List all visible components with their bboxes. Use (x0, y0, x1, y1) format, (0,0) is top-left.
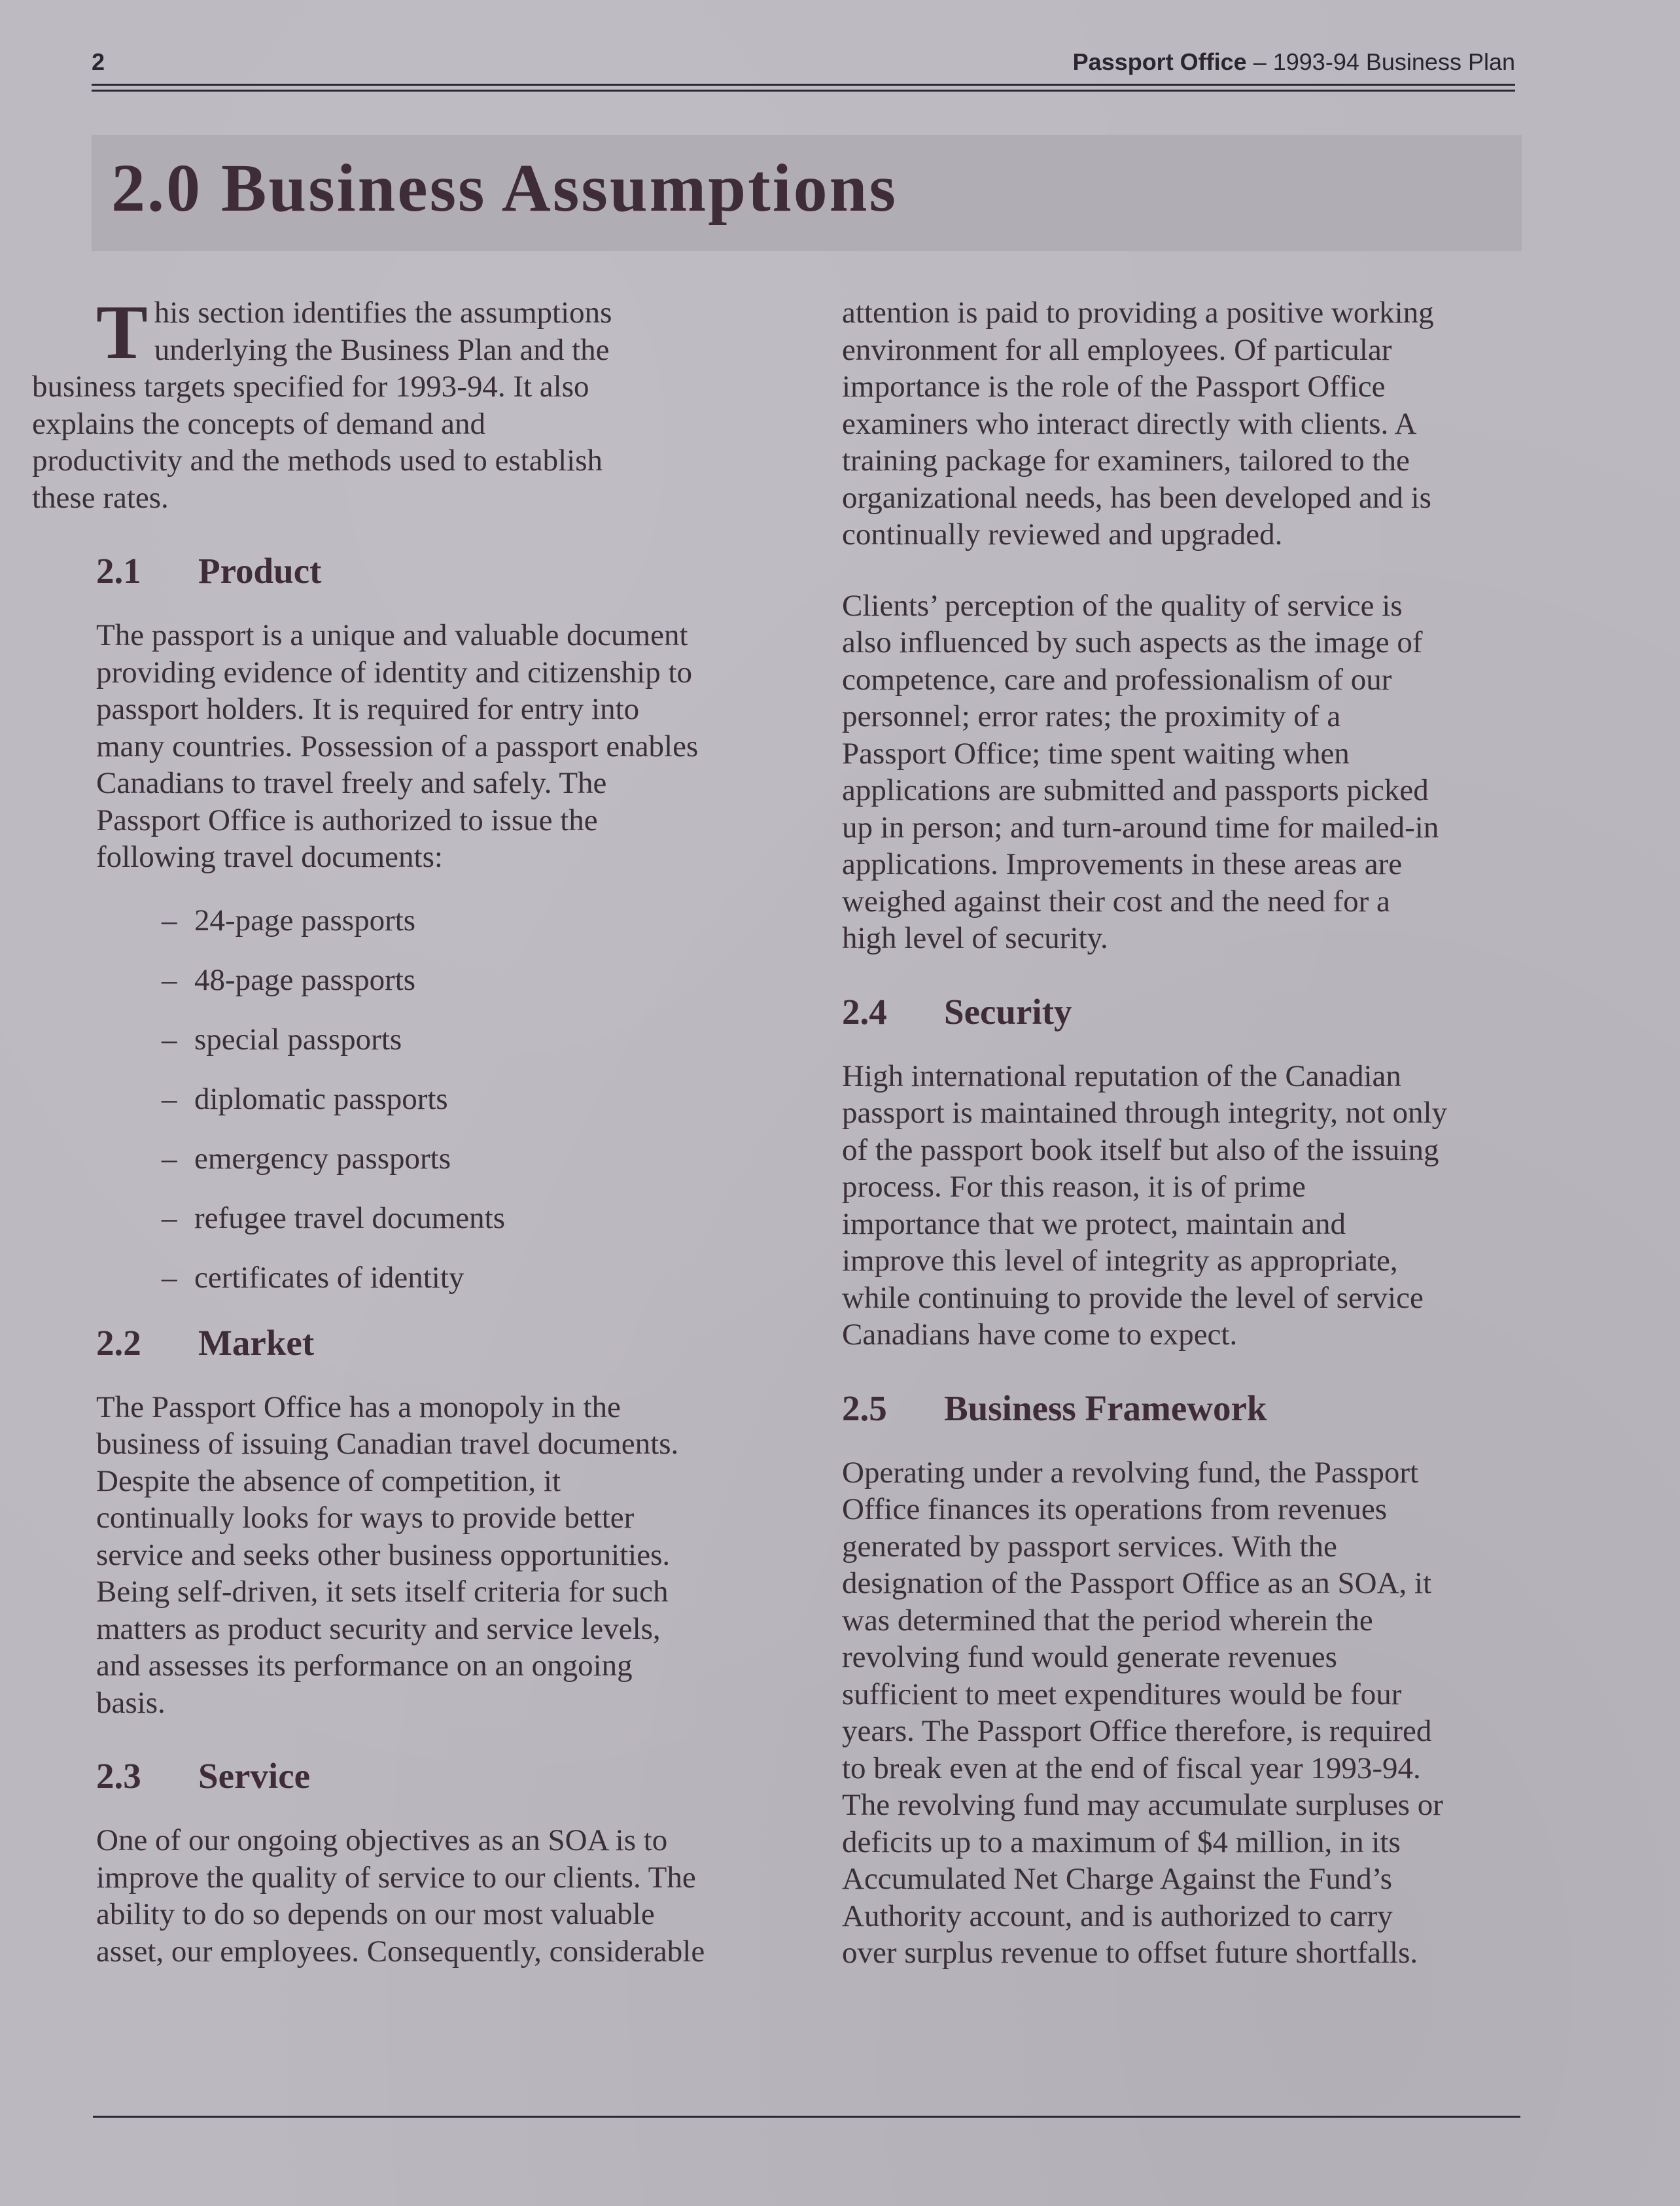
text-line: continually reviewed and upgraded. (842, 517, 1283, 552)
list-item: – diplomatic passports (162, 1081, 783, 1117)
text-line: and assesses its performance on an ongoing (96, 1649, 633, 1683)
text-line: continually looks for ways to provide better (96, 1501, 635, 1535)
section-number: 2.2 (96, 1322, 141, 1363)
text-line: Canadians have come to expect. (842, 1318, 1238, 1352)
text-line: One of our ongoing objectives as an SOA is to (96, 1823, 668, 1857)
intro-line: productivity and the methods used to establish (32, 444, 603, 478)
text-line: organizational needs, has been developed and is (842, 480, 1431, 515)
intro-line: business targets specified for 1993-94. It also (32, 370, 589, 404)
section-title: Product (198, 551, 322, 591)
market-paragraph (96, 1389, 783, 1722)
section-heading-framework (842, 1388, 1529, 1429)
list-item: – 48-page passports (162, 962, 783, 998)
text-line: applications are submitted and passports picked (842, 773, 1429, 807)
section-number: 2.5 (842, 1388, 887, 1428)
section-number: 2.3 (96, 1756, 141, 1796)
text-line: sufficient to meet expenditures would be four (842, 1677, 1402, 1711)
intro-line: his section identifies the assumptions (154, 296, 612, 330)
text-line: Passport Office is authorized to issue the (96, 803, 598, 837)
intro-line: underlying the Business Plan and the (154, 332, 610, 367)
footer-rule (93, 2116, 1520, 2118)
travel-documents-list (96, 902, 783, 1296)
running-header (92, 43, 1515, 82)
section-heading-service (96, 1755, 783, 1797)
service-paragraph (96, 1822, 783, 1970)
text-line: also influenced by such aspects as the image of (842, 625, 1423, 659)
section-number: 2.4 (842, 991, 887, 1032)
text-line: The Passport Office has a monopoly in the (96, 1390, 621, 1424)
text-line: Being self-driven, it sets itself criteria for such (96, 1575, 669, 1609)
text-line: environment for all employees. Of particular (842, 332, 1392, 367)
text-line: improve this level of integrity as appropriate, (842, 1244, 1398, 1278)
text-line: Accumulated Net Charge Against the Fund’s (842, 1862, 1393, 1896)
text-line: of the passport book itself but also of the issuing (842, 1132, 1439, 1167)
intro-line: explains the concepts of demand and (32, 406, 486, 441)
text-line: Clients’ perception of the quality of service is (842, 588, 1403, 623)
text-line: asset, our employees. Consequently, considerable (96, 1934, 705, 1969)
section-heading-product (96, 550, 783, 592)
left-column (32, 289, 783, 1970)
text-line: importance that we protect, maintain and (842, 1206, 1346, 1241)
text-line: ability to do so depends on our most valuable (96, 1897, 655, 1931)
text-line: improve the quality of service to our clients. The (96, 1860, 696, 1895)
text-line: examiners who interact directly with clients. A (842, 406, 1417, 441)
service-quality-paragraph (842, 587, 1529, 957)
title-band (92, 135, 1522, 251)
text-line: High international reputation of the Canadian (842, 1059, 1401, 1093)
section-heading-market (96, 1322, 783, 1364)
text-line: applications. Improvements in these areas are (842, 847, 1403, 881)
intro-paragraph (32, 289, 783, 516)
text-line: over surplus revenue to offset future shortfalls. (842, 1936, 1418, 1970)
text-line: to break even at the end of fiscal year 1993-94. (842, 1751, 1421, 1785)
document-title-rest: – 1993-94 Business Plan (1246, 48, 1515, 75)
text-line: The revolving fund may accumulate surpluses or (842, 1788, 1443, 1822)
service-paragraph-continued (842, 294, 1529, 553)
framework-paragraph (842, 1454, 1529, 1972)
text-line: generated by passport services. With the (842, 1529, 1337, 1564)
text-line: passport holders. It is required for entry into (96, 692, 640, 726)
text-line: designation of the Passport Office as an SOA, it (842, 1566, 1432, 1600)
text-line: was determined that the period wherein the (842, 1603, 1373, 1637)
text-line: Office finances its operations from revenues (842, 1492, 1388, 1526)
intro-line: these rates. (32, 480, 169, 515)
document-title (1073, 48, 1515, 76)
text-line: following travel documents: (96, 840, 443, 874)
right-column (842, 294, 1529, 1972)
section-title: Business Framework (944, 1388, 1267, 1428)
text-line: Passport Office; time spent waiting when (842, 736, 1350, 771)
list-item: – emergency passports (162, 1140, 783, 1177)
text-line: passport is maintained through integrity, not only (842, 1096, 1448, 1130)
text-line: high level of security. (842, 921, 1108, 955)
text-line: up in person; and turn-around time for mailed-in (842, 810, 1439, 845)
section-title: Service (198, 1756, 311, 1796)
text-line: weighed against their cost and the need for a (842, 884, 1390, 919)
document-title-bold: Passport Office (1072, 48, 1247, 75)
text-line: Authority account, and is authorized to carry (842, 1899, 1393, 1933)
text-line: years. The Passport Office therefore, is required (842, 1714, 1432, 1748)
text-line: many countries. Possession of a passport enables (96, 729, 699, 763)
text-line: Operating under a revolving fund, the Passport (842, 1455, 1419, 1490)
list-item: – refugee travel documents (162, 1200, 783, 1236)
text-line: revolving fund would generate revenues (842, 1640, 1337, 1674)
page-title: 2.0 Business Assumptions (111, 150, 898, 226)
list-item: – certificates of identity (162, 1259, 783, 1296)
text-line: The passport is a unique and valuable document (96, 618, 688, 652)
text-line: matters as product security and service levels, (96, 1611, 661, 1646)
drop-cap: T (96, 289, 148, 375)
section-number: 2.1 (96, 551, 141, 591)
section-heading-security (842, 991, 1529, 1033)
text-line: service and seeks other business opportunities. (96, 1537, 671, 1572)
text-line: personnel; error rates; the proximity of a (842, 699, 1341, 733)
text-line: business of issuing Canadian travel documents. (96, 1427, 679, 1461)
list-item: – special passports (162, 1021, 783, 1058)
text-line: deficits up to a maximum of $4 million, in its (842, 1825, 1401, 1859)
text-line: providing evidence of identity and citizenship to (96, 655, 693, 690)
section-title: Market (198, 1322, 315, 1363)
header-double-rule (92, 84, 1515, 92)
text-line: training package for examiners, tailored to the (842, 444, 1410, 478)
section-title: Security (944, 991, 1072, 1032)
page-number: 2 (92, 48, 105, 75)
text-line: attention is paid to providing a positive working (842, 296, 1434, 330)
text-line: Despite the absence of competition, it (96, 1463, 561, 1498)
text-line: process. For this reason, it is of prime (842, 1170, 1306, 1204)
text-line: competence, care and professionalism of our (842, 662, 1392, 697)
text-line: importance is the role of the Passport Office (842, 370, 1386, 404)
security-paragraph (842, 1058, 1529, 1354)
text-line: Canadians to travel freely and safely. The (96, 766, 607, 800)
text-line: while continuing to provide the level of service (842, 1280, 1424, 1315)
text-line: basis. (96, 1685, 166, 1720)
list-item: – 24-page passports (162, 902, 783, 939)
product-paragraph (96, 617, 783, 876)
